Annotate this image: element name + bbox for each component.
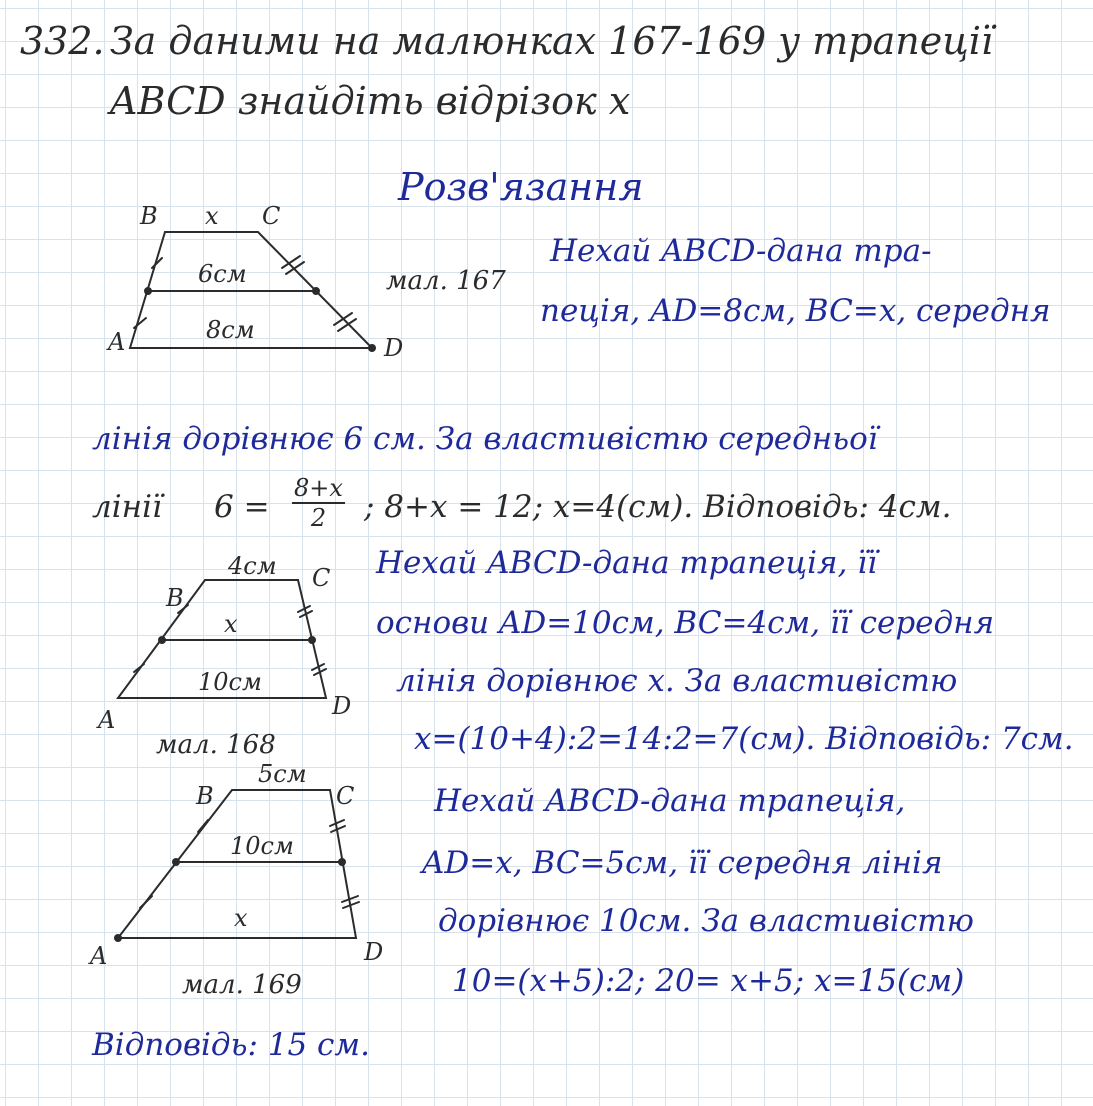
fig168-label-B: B — [166, 584, 184, 612]
part1-line-3: лінія дорівнює 6 см. За властивістю середньої — [92, 421, 878, 457]
part2-line-4: x=(10+4):2=14:2=7(см). Відповідь: 7см. — [414, 721, 1074, 757]
midpoint-dot — [159, 637, 165, 643]
part3-line-4: 10=(x+5):2; 20= x+5; x=15(см) — [452, 963, 965, 999]
tick-mark — [198, 820, 208, 832]
part2-line-1: Нехай ABCD-дана трапеція, її — [376, 545, 878, 581]
tick-mark — [140, 896, 152, 908]
part2-line-2: основи AD=10см, BC=4см, її середня — [376, 605, 995, 641]
part1-line-4a: лінії — [92, 489, 162, 525]
fig167-label-A: A — [108, 328, 126, 356]
fig169-label-D: D — [364, 938, 384, 966]
midpoint-dot — [309, 637, 315, 643]
vertex-dot — [115, 935, 121, 941]
vertex-dot — [369, 345, 375, 351]
fraction-numerator: 8+x — [294, 474, 343, 502]
fig167-label-bottom: 8см — [206, 316, 255, 344]
fig168-label-top: 4см — [228, 552, 277, 580]
fig167-label-B: B — [140, 202, 158, 230]
part1-line-2: пеція, AD=8см, BC=x, середня — [540, 293, 1051, 329]
fig169-label-C: C — [336, 782, 355, 810]
midpoint-dot — [145, 288, 151, 294]
midpoint-dot — [313, 288, 319, 294]
fig168-label-bottom: 10см — [198, 668, 262, 696]
fig168-label-C: C — [312, 564, 331, 592]
fig169-label-mid: 10см — [230, 832, 294, 860]
fraction — [292, 474, 345, 532]
fig167-label-C: C — [262, 202, 281, 230]
part1-line-1: Нехай ABCD-дана тра- — [550, 233, 932, 269]
fig167-label-D: D — [384, 334, 404, 362]
fig168-label-D: D — [332, 692, 352, 720]
fig167-label-top: x — [205, 202, 219, 230]
part3-line-2: AD=x, BC=5см, її середня лінія — [422, 845, 943, 881]
part3-line-1: Нехай ABCD-дана трапеція, — [434, 783, 906, 819]
fig169-label-B: B — [196, 782, 214, 810]
solution-heading: Розв'язання — [398, 165, 644, 209]
fig167-label-mid: 6см — [198, 260, 247, 288]
part1-line-4b: 6 = — [214, 489, 270, 525]
fig168-caption: мал. 168 — [156, 730, 276, 760]
part2-line-3: лінія дорівнює x. За властивістю — [396, 663, 958, 699]
midpoint-dot — [173, 859, 179, 865]
midpoint-dot — [339, 859, 345, 865]
part1-line-4c: ; 8+x = 12; x=4(см). Відповідь: 4см. — [364, 489, 952, 525]
fig169-label-top: 5см — [258, 760, 307, 788]
fraction-denominator: 2 — [310, 504, 327, 532]
part3-answer: Відповідь: 15 см. — [92, 1027, 370, 1063]
fig168-label-A: A — [98, 706, 116, 734]
fig169-label-A: A — [90, 942, 108, 970]
task-line-2: ABCD знайдіть відрізок x — [110, 79, 631, 123]
task-number: 332. — [20, 19, 105, 63]
part3-line-3: дорівнює 10см. За властивістю — [438, 903, 974, 939]
fig169-caption: мал. 169 — [182, 970, 302, 1000]
fig167-caption: мал. 167 — [386, 266, 506, 296]
fig169-label-bottom: x — [234, 904, 248, 932]
task-line-1: За даними на малюнках 167-169 у трапеції — [110, 19, 994, 63]
fig168-label-mid: x — [224, 610, 238, 638]
tick-mark — [134, 318, 146, 328]
